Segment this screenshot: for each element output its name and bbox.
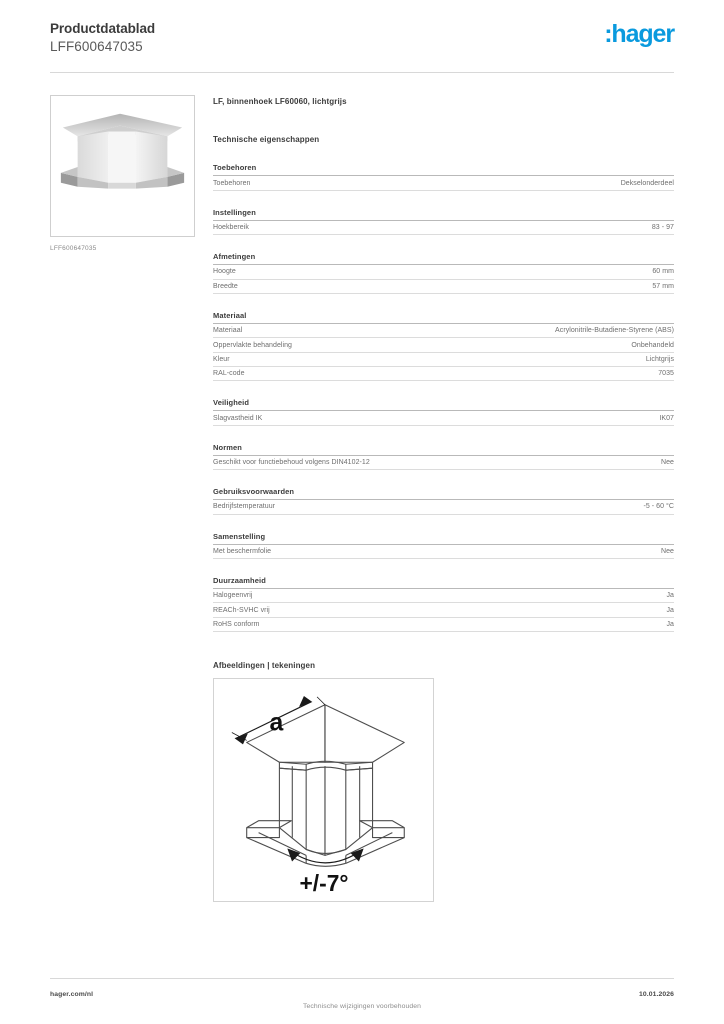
product-image-column [50,95,205,902]
spec-group [213,443,674,470]
spec-group-heading: Materiaal [213,311,674,324]
spec-group-heading: Instellingen [213,208,674,221]
spec-label: Toebehoren [213,179,251,187]
document-title: Productdatablad [50,21,156,36]
page-content [50,95,674,902]
dimension-label-a: a [269,709,284,737]
spec-row [213,589,674,603]
spec-group [213,208,674,235]
product-reference: LFF600647035 [50,39,143,55]
spec-label: Kleur [213,355,230,363]
spec-value: -5 - 60 °C [643,503,674,511]
spec-group-heading: Samenstelling [213,532,674,545]
spec-label: Hoogte [213,268,236,276]
spec-row [213,353,674,367]
spec-group-heading: Duurzaamheid [213,576,674,589]
spec-row [213,280,674,294]
product-name: LF, binnenhoek LF60060, lichtgrijs [213,97,347,107]
spec-row [213,456,674,470]
product-photo-internal-corner [51,96,194,236]
spec-table [213,163,674,632]
spec-value: 57 mm [652,282,674,290]
spec-value: Lichtgrijs [645,355,674,363]
hager-logo: :hager [604,20,674,48]
spec-group [213,532,674,559]
spec-group [213,487,674,514]
spec-row [213,500,674,514]
spec-value: Nee [661,459,674,466]
spec-group [213,576,674,632]
spec-label: Geschikt voor functiebehoud volgens DIN4102-12 [213,459,370,466]
header-titles [50,20,155,56]
spec-row [213,338,674,352]
technical-drawing-frame [213,678,434,902]
spec-group-heading: Afmetingen [213,252,674,265]
footer-date: 10.01.2026 [638,991,674,998]
drawings-title: Afbeeldingen | tekeningen [213,661,316,671]
page-header [50,0,674,56]
spec-label: RAL-code [213,370,245,378]
product-image-caption: LFF600647035 [50,245,97,253]
angle-label: +/-7° [299,870,349,897]
footer-website[interactable]: hager.com/nl [50,991,94,998]
spec-value: 60 mm [652,268,674,276]
specifications-column [205,95,674,902]
spec-row [213,176,674,190]
spec-label: Breedte [213,282,238,290]
spec-group-heading: Normen [213,443,674,456]
spec-row [213,618,674,632]
page-footer [50,978,674,1010]
spec-group [213,252,674,294]
spec-label: Bedrijfstemperatuur [213,503,276,511]
spec-row [213,411,674,425]
spec-label: Halogeenvrij [213,592,253,600]
technical-drawing-internal-corner [214,679,433,901]
spec-value: Ja [666,620,674,628]
spec-row [213,324,674,338]
spec-label: REACh-SVHC vrij [213,606,270,614]
spec-group-heading: Veiligheid [213,398,674,411]
footer-row [50,991,674,1010]
spec-value: IK07 [659,414,674,422]
spec-row [213,367,674,381]
spec-group-heading: Gebruiksvoorwaarden [213,487,674,500]
spec-label: Slagvastheid IK [213,414,263,422]
spec-label: Met beschermfolie [213,547,272,555]
spec-group [213,311,674,382]
spec-label: RoHS conform [213,620,260,628]
footer-disclaimer: Technische wijzigingen voorbehouden [303,1003,421,1010]
product-image-frame [50,95,195,237]
spec-value: Nee [661,547,674,555]
spec-value: Dekselonderdeel [620,179,674,187]
spec-group [213,163,674,190]
spec-value: Ja [666,592,674,600]
spec-row [213,221,674,235]
spec-value: Ja [666,606,674,614]
spec-row [213,545,674,559]
spec-row [213,603,674,617]
header-divider [50,72,674,73]
technical-properties-title: Technische eigenschappen [213,135,320,145]
spec-value: 7035 [658,370,674,378]
spec-value: Onbehandeld [631,341,674,349]
spec-group-heading: Toebehoren [213,163,674,176]
spec-label: Hoekbereik [213,224,249,231]
spec-label: Materiaal [213,327,243,335]
spec-value: 83 - 97 [651,224,674,231]
spec-group [213,398,674,425]
spec-value: Acrylonitrile-Butadiene-Styrene (ABS) [555,327,674,335]
spec-label: Oppervlakte behandeling [213,341,292,349]
footer-divider [50,978,674,979]
spec-row [213,265,674,279]
